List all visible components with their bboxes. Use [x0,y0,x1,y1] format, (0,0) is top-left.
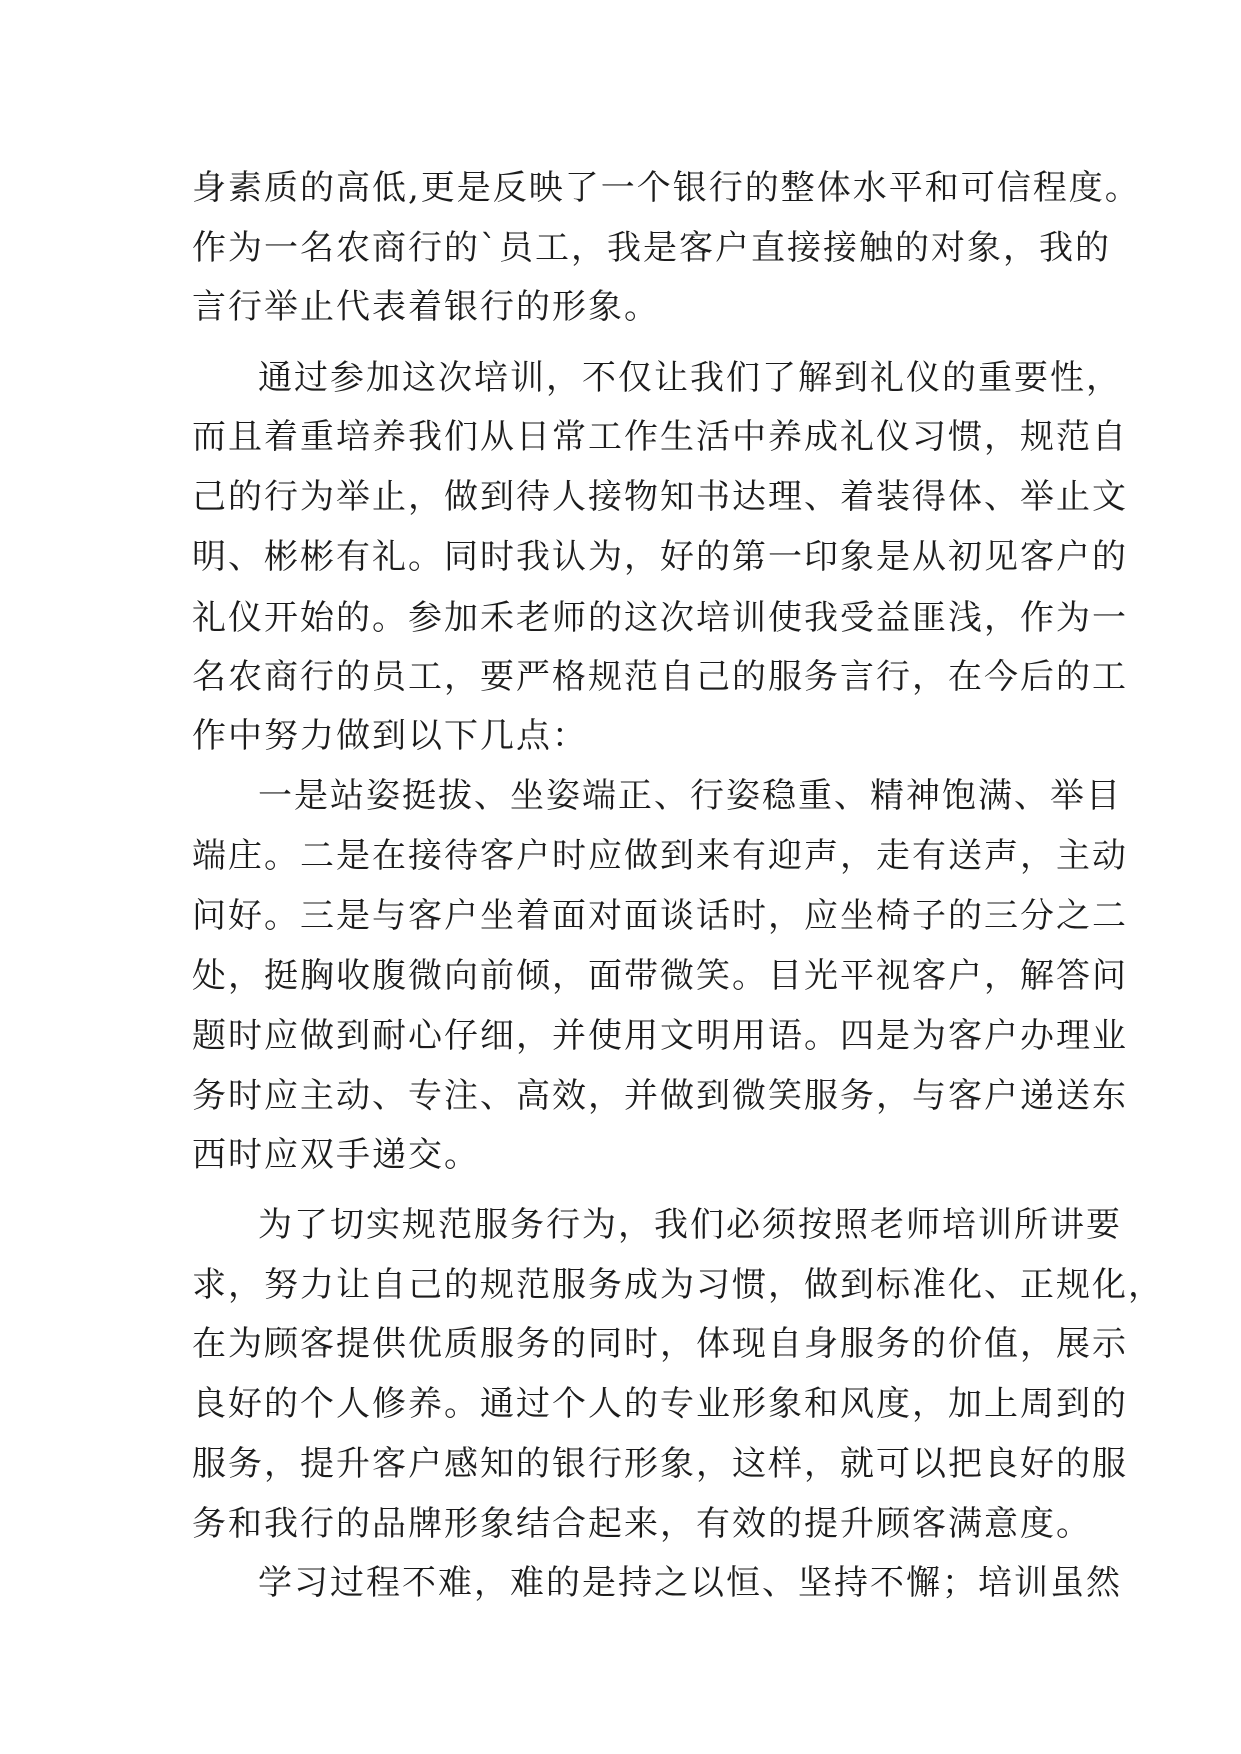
text-line: 问好。三是与客户坐着面对面谈话时，应坐椅子的三分之二 [192,896,1128,936]
text-line: 端庄。二是在接待客户时应做到来有迎声，走有送声，主动 [192,836,1128,876]
text-line: 求，努力让自己的规范服务成为习惯，做到标准化、正规化， [192,1265,1164,1305]
text-line: 言行举止代表着银行的形象。 [192,287,660,327]
text-line: 而且着重培养我们从日常工作生活中养成礼仪习惯，规范自 [192,417,1128,457]
text-line: 名农商行的员工，要严格规范自己的服务言行，在今后的工 [192,657,1128,697]
text-line: 身素质的高低,更是反映了一个银行的整体水平和可信程度。 [192,168,1141,208]
text-line: 明、彬彬有礼。同时我认为，好的第一印象是从初见客户的 [192,537,1128,577]
text-line: 作为一名农商行的`员工，我是客户直接接触的对象，我的 [192,228,1111,268]
text-line: 己的行为举止，做到待人接物知书达理、着装得体、举止文 [192,477,1128,517]
paragraph-first-line: 学习过程不难，难的是持之以恒、坚持不懈；培训虽然 [258,1563,1122,1603]
paragraph-first-line: 通过参加这次培训，不仅让我们了解到礼仪的重要性， [258,358,1122,398]
text-line: 礼仪开始的。参加禾老师的这次培训使我受益匪浅，作为一 [192,598,1128,638]
text-line: 良好的个人修养。通过个人的专业形象和风度，加上周到的 [192,1384,1128,1424]
text-line: 务和我行的品牌形象结合起来，有效的提升顾客满意度。 [192,1504,1092,1544]
text-line: 题时应做到耐心仔细，并使用文明用语。四是为客户办理业 [192,1016,1128,1056]
paragraph-first-line: 一是站姿挺拔、坐姿端正、行姿稳重、精神饱满、举目 [258,776,1122,816]
text-line: 服务，提升客户感知的银行形象，这样，就可以把良好的服 [192,1444,1128,1484]
text-line: 务时应主动、专注、高效，并做到微笑服务，与客户递送东 [192,1076,1128,1116]
text-line: 处，挺胸收腹微向前倾，面带微笑。目光平视客户，解答问 [192,956,1128,996]
text-line: 作中努力做到以下几点： [192,716,588,756]
paragraph-first-line: 为了切实规范服务行为，我们必须按照老师培训所讲要 [258,1205,1122,1245]
text-line: 在为顾客提供优质服务的同时，体现自身服务的价值，展示 [192,1324,1128,1364]
text-line: 西时应双手递交。 [192,1135,480,1175]
